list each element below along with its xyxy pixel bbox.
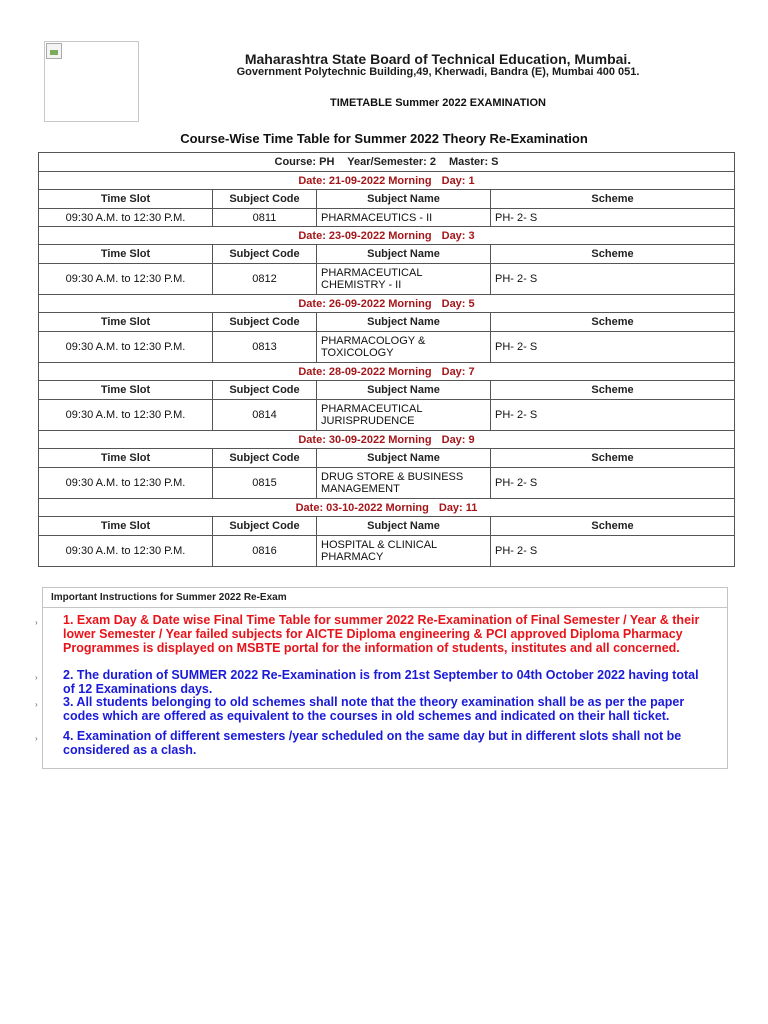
instruction-item [63,668,725,696]
header-subject-code: Subject Code [213,517,317,536]
instruction-line: Programmes is displayed on MSBTE portal for the information of students, institutes and all concerned. [63,641,680,655]
header-time-slot: Time Slot [39,245,213,264]
subject-name-line: TOXICOLOGY [321,347,394,359]
course-label: Course: PH [274,156,335,168]
instruction-line: 1. Exam Day & Date wise Final Time Table for summer 2022 Re-Examination of Final Semester / Year & their [63,613,700,627]
header-time-slot: Time Slot [39,381,213,400]
exam-date: Date: 28-09-2022 Morning [298,365,432,378]
instructions-heading: Important Instructions for Summer 2022 Re-Exam [51,592,287,603]
table-row [39,468,735,499]
subject-name-cell [317,264,491,295]
header-subject-code: Subject Code [213,313,317,332]
exam-day: Day: 1 [441,174,475,187]
scheme-cell: PH- 2- S [491,209,735,227]
exam-date: Date: 21-09-2022 Morning [298,174,432,187]
subject-code-cell: 0814 [213,400,317,431]
column-header-row [39,190,735,209]
instruction-line: 2. The duration of SUMMER 2022 Re-Examination is from 21st September to 04th October 2022 having total [63,668,699,682]
exam-date: Date: 03-10-2022 Morning [295,501,429,514]
header-subject-name: Subject Name [317,313,491,332]
column-header-row [39,313,735,332]
scheme-cell: PH- 2- S [491,536,735,567]
header-subject-name: Subject Name [317,190,491,209]
column-header-row [39,381,735,400]
date-row [39,227,735,245]
time-slot-cell: 09:30 A.M. to 12:30 P.M. [39,209,213,227]
instruction-line: 4. Examination of different semesters /year scheduled on the same day but in different slots shall not be [63,729,682,743]
timetable [38,152,735,567]
subject-code-cell: 0811 [213,209,317,227]
date-row [39,499,735,517]
instruction-item [63,695,725,723]
exam-title: TIMETABLE Summer 2022 EXAMINATION [330,97,546,109]
bullet-icon: › [35,700,38,709]
scheme-cell: PH- 2- S [491,264,735,295]
exam-day: Day: 3 [441,229,475,242]
master-label: Master: S [449,156,499,168]
header-subject-name: Subject Name [317,381,491,400]
time-slot-cell: 09:30 A.M. to 12:30 P.M. [39,264,213,295]
instruction-line: 3. All students belonging to old schemes shall note that the theory examination shall be as per the paper [63,695,685,709]
scheme-cell: PH- 2- S [491,468,735,499]
header-scheme: Scheme [491,517,735,536]
date-row [39,431,735,449]
time-slot-cell: 09:30 A.M. to 12:30 P.M. [39,468,213,499]
bullet-icon: › [35,673,38,682]
exam-day: Day: 11 [438,501,478,514]
instruction-item [63,729,725,757]
header-scheme: Scheme [491,381,735,400]
exam-day: Day: 5 [441,297,475,310]
subject-name-line: PHARMACEUTICS - II [321,211,433,224]
instruction-line: lower Semester / Year failed subjects for AICTE Diploma engineering & PCI approved Diploma Pharmacy [63,627,683,641]
date-row [39,363,735,381]
bullet-icon: › [35,734,38,743]
instruction-line: codes which are offered as equivalent to the courses in old schemes and indicated on their hall ticket. [63,709,670,723]
exam-date: Date: 30-09-2022 Morning [298,433,432,446]
header-subject-code: Subject Code [213,381,317,400]
exam-date: Date: 26-09-2022 Morning [298,297,432,310]
scheme-cell: PH- 2- S [491,332,735,363]
header-scheme: Scheme [491,245,735,264]
subject-name-line: PHARMACOLOGY & [321,335,426,347]
instruction-item [63,613,725,655]
header-subject-name: Subject Name [317,517,491,536]
header-subject-name: Subject Name [317,449,491,468]
table-row [39,332,735,363]
subject-name-line: DRUG STORE & BUSINESS [321,471,464,483]
time-slot-cell: 09:30 A.M. to 12:30 P.M. [39,400,213,431]
subject-name-cell [317,332,491,363]
subject-name-cell [317,468,491,499]
column-header-row [39,449,735,468]
subject-code-cell: 0812 [213,264,317,295]
time-slot-cell: 09:30 A.M. to 12:30 P.M. [39,536,213,567]
header-scheme: Scheme [491,313,735,332]
table-caption: Course-Wise Time Table for Summer 2022 Theory Re-Examination [180,131,588,146]
header-subject-name: Subject Name [317,245,491,264]
subject-name-line: JURISPRUDENCE [321,415,415,427]
table-row [39,400,735,431]
header-subject-code: Subject Code [213,245,317,264]
instruction-line: considered as a clash. [63,743,197,757]
instructions-panel [35,587,728,769]
table-row [39,536,735,567]
year-semester-label: Year/Semester: 2 [347,156,436,168]
header-subject-code: Subject Code [213,190,317,209]
header-time-slot: Time Slot [39,190,213,209]
bullet-icon: › [35,618,38,627]
header-scheme: Scheme [491,190,735,209]
date-row [39,295,735,313]
subject-code-cell: 0813 [213,332,317,363]
subject-name-cell [317,209,491,227]
column-header-row [39,517,735,536]
time-slot-cell: 09:30 A.M. to 12:30 P.M. [39,332,213,363]
subject-code-cell: 0815 [213,468,317,499]
board-address: Government Polytechnic Building,49, Kherwadi, Bandra (E), Mumbai 400 051. [236,66,640,78]
exam-date: Date: 23-09-2022 Morning [298,229,432,242]
course-info-row [39,153,735,172]
subject-name-cell [317,536,491,567]
exam-day: Day: 7 [441,365,475,378]
instructions-divider [43,607,727,608]
column-header-row [39,245,735,264]
header-subject-code: Subject Code [213,449,317,468]
date-row [39,172,735,190]
table-row [39,209,735,227]
subject-name-line: CHEMISTRY - II [321,279,402,291]
scheme-cell: PH- 2- S [491,400,735,431]
subject-name-line: PHARMACY [321,551,384,563]
subject-name-cell [317,400,491,431]
header-scheme: Scheme [491,449,735,468]
header-time-slot: Time Slot [39,517,213,536]
subject-name-line: MANAGEMENT [321,483,400,495]
subject-name-line: PHARMACEUTICAL [321,267,423,279]
subject-name-line: PHARMACEUTICAL [321,403,423,415]
instruction-line: of 12 Examinations days. [63,682,213,696]
header-time-slot: Time Slot [39,313,213,332]
exam-day: Day: 9 [441,433,475,446]
subject-code-cell: 0816 [213,536,317,567]
header-time-slot: Time Slot [39,449,213,468]
table-row [39,264,735,295]
subject-name-line: HOSPITAL & CLINICAL [321,539,438,551]
board-title: Maharashtra State Board of Technical Education, Mumbai. [244,51,632,67]
